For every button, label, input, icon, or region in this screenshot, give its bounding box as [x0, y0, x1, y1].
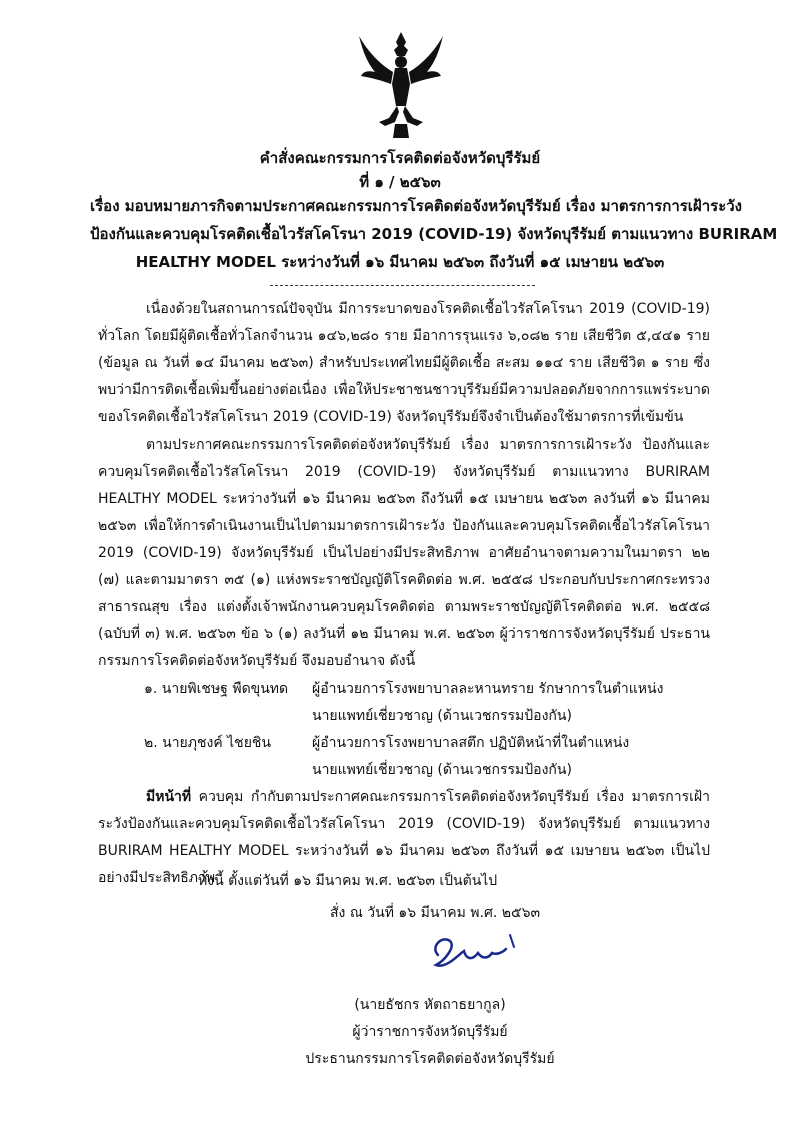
signatory-block	[300, 992, 560, 1073]
duty-label: มีหน้าที่	[146, 789, 192, 805]
appointee-position-detail: นายแพทย์เชี่ยวชาญ (ด้านเวชกรรมป้องกัน)	[312, 708, 572, 724]
paragraph-2: ตามประกาศคณะกรรมการโรคติดต่อจังหวัดบุรีรัมย์ เรื่อง มาตรการการเฝ้าระวัง ป้องกันและควบคุมโรคติดเชื้อไวรัสโคโรนา 2019 (COVID-19) จังหวัดบุรีรัมย์ ตามแนวทาง BURIRAM HEALTHY MODEL ระหว่างวันที่ ๑๖ มีนาคม ๒๕๖๓ ถึงวันที่ ๑๕ เมษายน ๒๕๖๓ ลงวันที่ ๑๖ มีนาคม ๒๕๖๓ เพื่อให้การดำเนินงานเป็นไปตามมาตรการเฝ้าระวัง ป้องกันและควบคุมโรคติดเชื้อไวรัสโคโรนา 2019 (COVID-19) จังหวัดบุรีรัมย์ เป็นไปอย่างมีประสิทธิภาพ อาศัยอำนาจตามความในมาตรา ๒๒ (๗) และตามมาตรา ๓๕ (๑) แห่งพระราชบัญญัติโรคติดต่อ พ.ศ. ๒๕๕๘ ประกอบกับประกาศกระทรวงสาธารณสุข เรื่อง แต่งตั้งเจ้าพนักงานควบคุมโรคติดต่อ ตามพระราชบัญญัติโรคติดต่อ พ.ศ. ๒๕๕๘ (ฉบับที่ ๓) พ.ศ. ๒๕๖๓ ข้อ ๖ (๑) ลงวันที่ ๑๒ มีนาคม พ.ศ. ๒๕๖๓ ผู้ว่าราชการจังหวัดบุรีรัมย์ ประธานกรรมการโรคติดต่อจังหวัดบุรีรัมย์ จึงมอบอำนาจ ดังนี้	[98, 437, 710, 669]
paragraph-authority	[98, 432, 710, 675]
duty-text: ควบคุม กำกับตามประกาศคณะกรรมการโรคติดต่อจังหวัดบุรีรัมย์ เรื่อง มาตรการเฝ้าระวังป้องกันและควบคุมโรคติดเชื้อไวรัสโคโรนา 2019 (COVID-19) จังหวัดบุรีรัมย์ ตามแนวทาง BURIRAM HEALTHY MODEL ระหว่างวันที่ ๑๖ มีนาคม ๒๕๖๓ ถึงวันที่ ๑๕ เมษายน ๒๕๖๓ เป็นไปอย่างมีประสิทธิภาพ	[98, 789, 710, 886]
list-item	[144, 676, 704, 730]
appointee-position: ผู้อำนวยการโรงพยาบาลสตึก ปฏิบัติหน้าที่ในตำแหน่ง	[312, 735, 630, 751]
order-title: คำสั่งคณะกรรมการโรคติดต่อจังหวัดบุรีรัมย์	[259, 149, 541, 167]
paragraph-background	[98, 296, 710, 431]
effective-date-line: ทั้งนี้ ตั้งแต่วันที่ ๑๖ มีนาคม พ.ศ. ๒๕๖๓ เป็นต้นไป	[198, 873, 498, 889]
ordered-date-line: สั่ง ณ วันที่ ๑๖ มีนาคม พ.ศ. ๒๕๖๓	[330, 905, 541, 921]
signatory-title: ผู้ว่าราชการจังหวัดบุรีรัมย์	[352, 1024, 508, 1040]
subject-line-1: เรื่อง มอบหมายภารกิจตามประกาศคณะกรรมการโรคติดต่อจังหวัดบุรีรัมย์ เรื่อง มาตรการการเฝ้าระวัง	[90, 197, 742, 215]
list-item	[144, 730, 704, 784]
appointee-position: ผู้อำนวยการโรงพยาบาลละหานทราย รักษาการในตำแหน่ง	[312, 681, 664, 697]
appointee-position-detail: นายแพทย์เชี่ยวชาญ (ด้านเวชกรรมป้องกัน)	[312, 762, 572, 778]
handwritten-signature-icon	[420, 925, 530, 975]
appointee-name: ๑. นายพิเชษฐ พืดขุนทด	[144, 681, 289, 697]
subject-line-3: HEALTHY MODEL ระหว่างวันที่ ๑๖ มีนาคม ๒๕๖๓ ถึงวันที่ ๑๕ เมษายน ๒๕๖๓	[135, 253, 665, 271]
section-divider	[270, 285, 535, 286]
signatory-name: (นายธัชกร หัตถาธยากูล)	[354, 997, 506, 1013]
order-number: ที่ ๑ / ๒๕๖๓	[359, 173, 441, 191]
appointee-list	[144, 676, 704, 784]
appointee-name: ๒. นายภุชงค์ ไชยชิน	[144, 735, 271, 751]
signatory-committee-title: ประธานกรรมการโรคติดต่อจังหวัดบุรีรัมย์	[305, 1051, 555, 1067]
subject-line-2: ป้องกันและควบคุมโรคติดเชื้อไวรัสโคโรนา 2019 (COVID-19) จังหวัดบุรีรัมย์ ตามแนวทาง BURIRAM	[90, 225, 778, 243]
garuda-emblem-icon	[355, 28, 447, 140]
paragraph-1: เนื่องด้วยในสถานการณ์ปัจจุบัน มีการระบาดของโรคติดเชื้อไวรัสโคโรนา 2019 (COVID-19) ทั่วโลก โดยมีผู้ติดเชื้อทั่วโลกจำนวน ๑๔๖,๒๘๐ ราย มีอาการรุนแรง ๖,๐๘๒ ราย เสียชีวิต ๕,๔๔๑ ราย (ข้อมูล ณ วันที่ ๑๔ มีนาคม ๒๕๖๓) สำหรับประเทศไทยมีผู้ติดเชื้อ สะสม ๑๑๔ ราย เสียชีวิต ๑ ราย ซึ่งพบว่ามีการติดเชื้อเพิ่มขึ้นอย่างต่อเนื่อง เพื่อให้ประชาชนชาวบุรีรัมย์มีความปลอดภัยจากการแพร่ระบาดของโรคติดเชื้อไวรัสโคโรนา 2019 (COVID-19) จังหวัดบุรีรัมย์จึงจำเป็นต้องใช้มาตรการที่เข้มข้น	[98, 301, 710, 425]
